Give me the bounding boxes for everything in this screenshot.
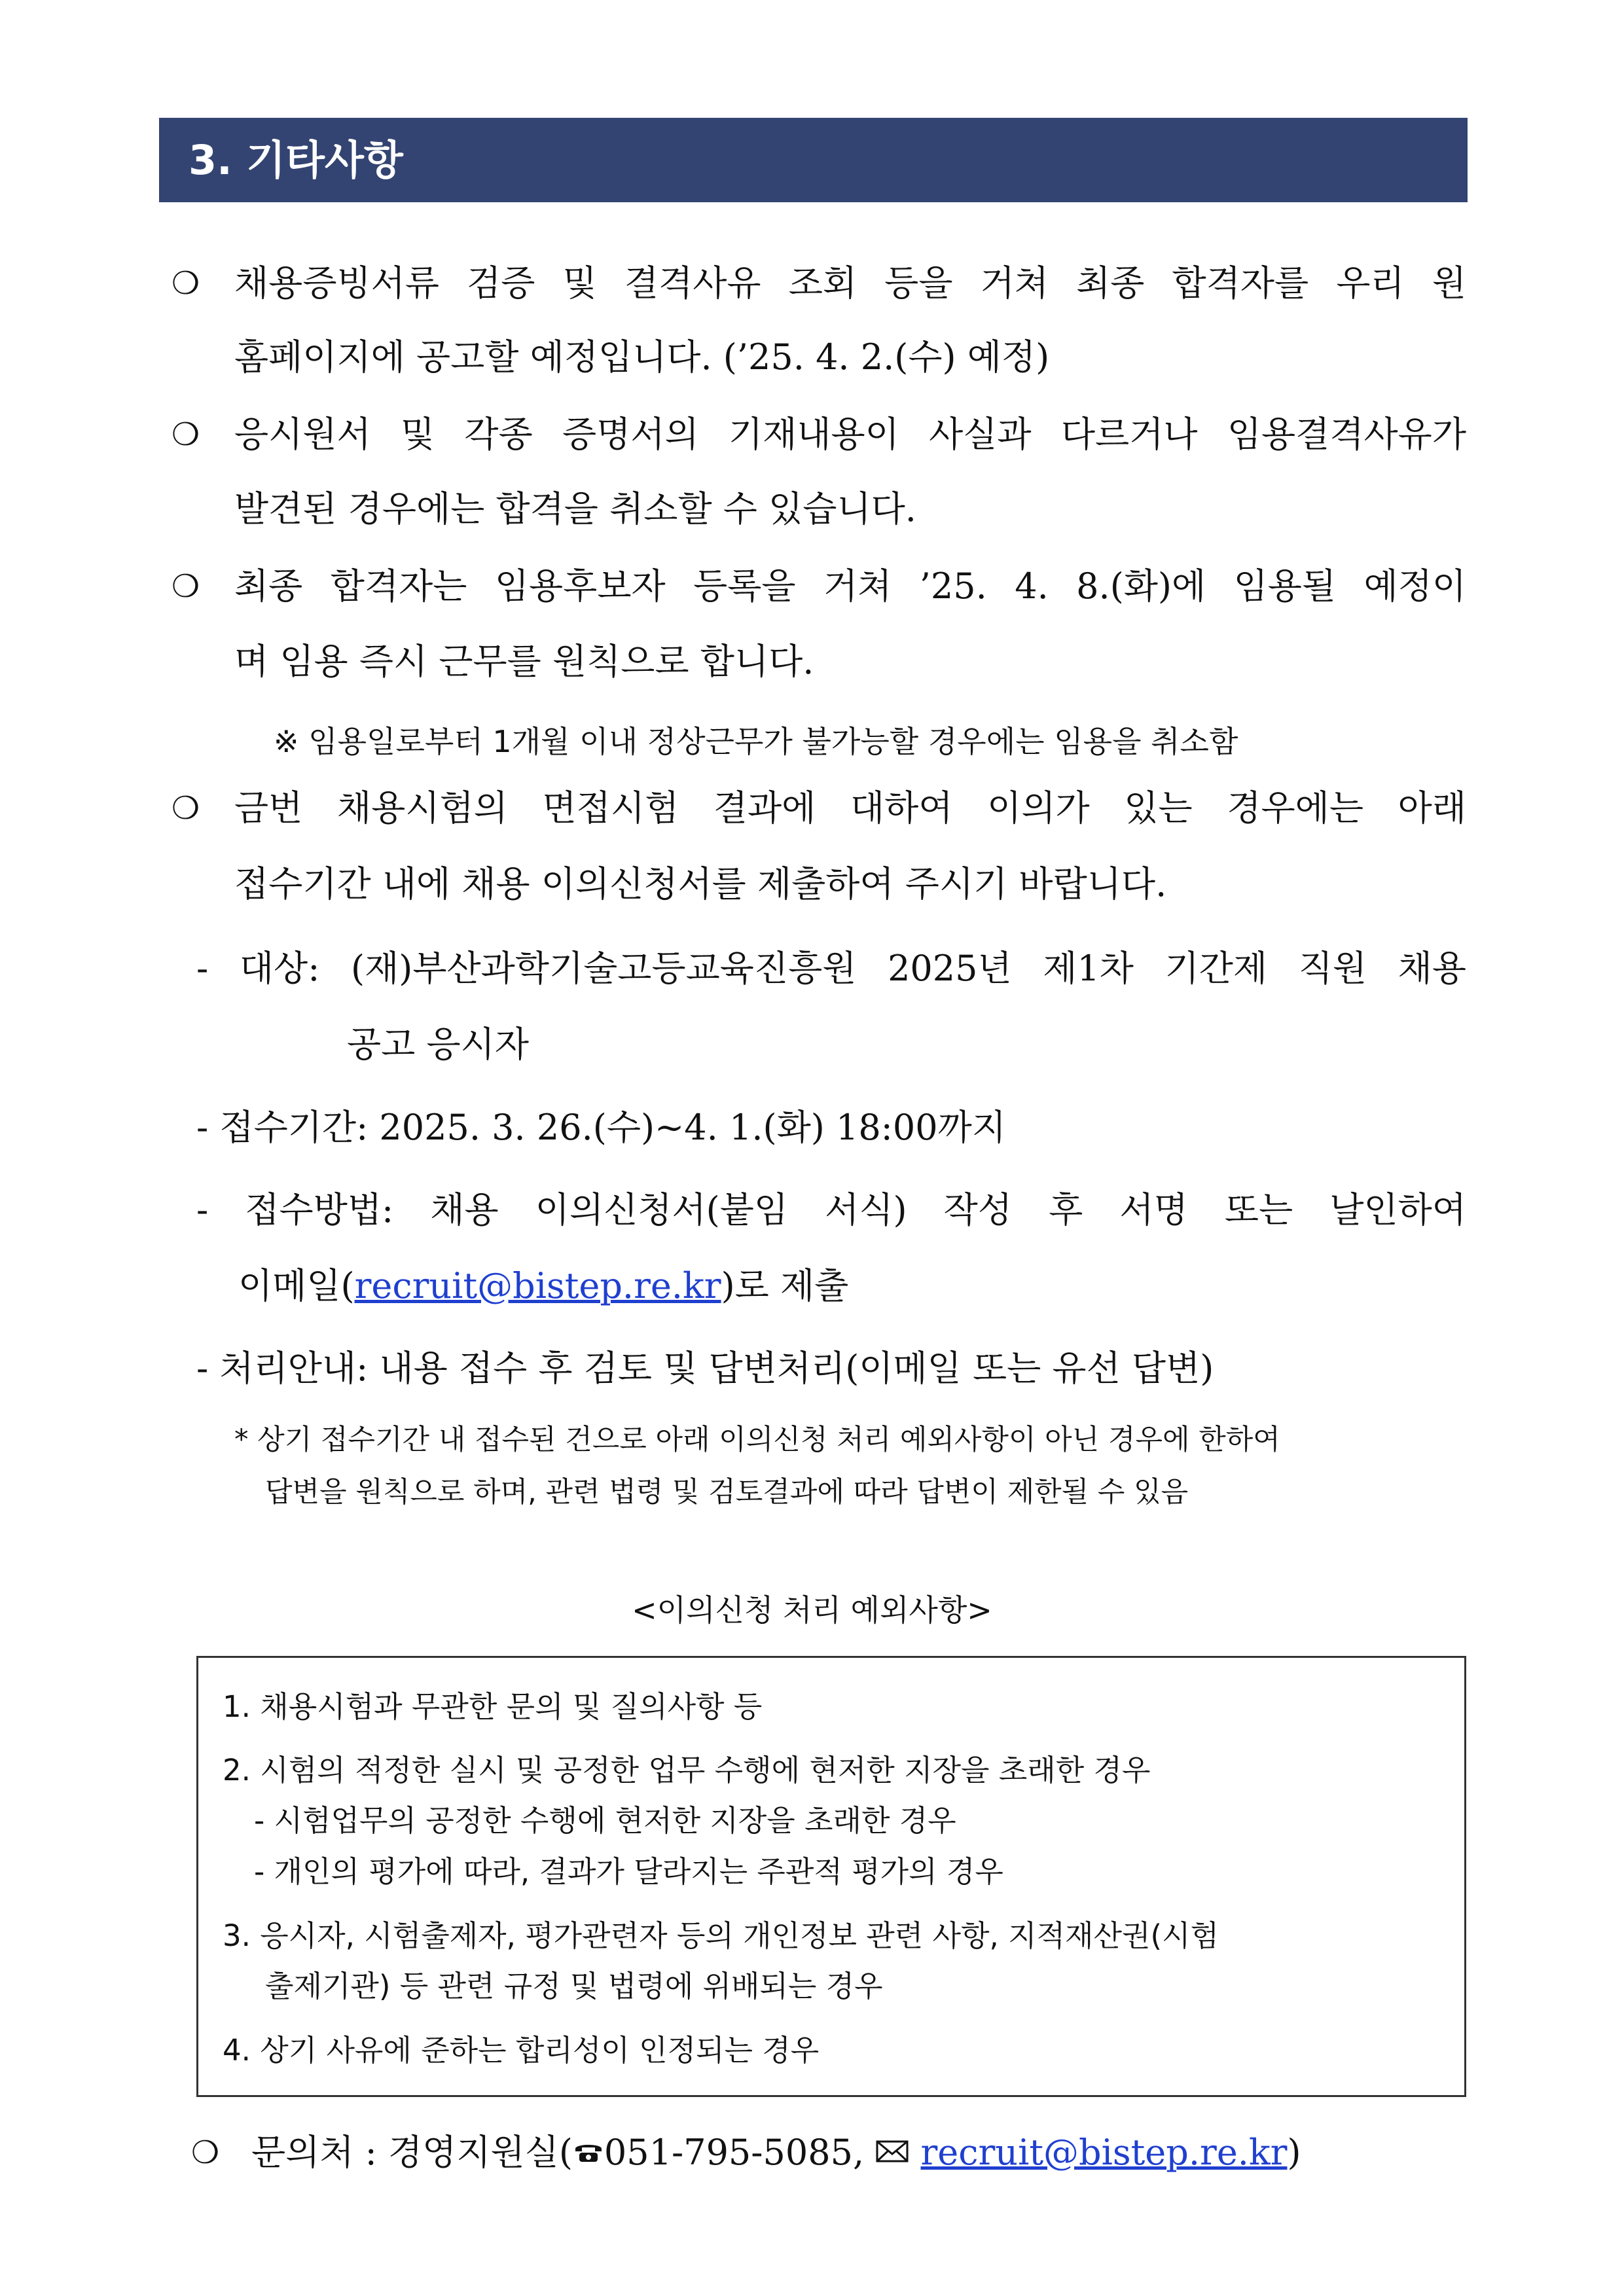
detail-target-line-2: 공고 응시자 [347,1024,529,1065]
item-3-line-2: 며 임용 즉시 근무를 원칙으로 합니다. [234,641,814,682]
contact-phone: 051-795-5085, [604,2132,865,2173]
item-1-line-2: 홈페이지에 공고할 예정입니다. (’25. 4. 2.(수) 예정) [234,336,1050,378]
item-4-line-2: 접수기간 내에 채용 이의신청서를 제출하여 주시기 바랍니다. [234,863,1167,905]
bullet-circle-icon: ❍ [171,568,200,605]
exceptions-title: <이의신청 처리 예외사항> [632,1592,992,1628]
exception-line-1: 1. 채용시험과 무관한 문의 및 질의사항 등 [223,1689,763,1724]
exception-line-2: 2. 시험의 적정한 실시 및 공정한 업무 수행에 현저한 지장을 초래한 경우 [223,1753,1151,1787]
detail-target-line-1: - 대상: (재)부산과학기술고등교육진흥원 2025년 제1차 기간제 직원 채용 [196,948,1466,989]
contact-line [251,2130,1301,2176]
detail-method-line-2 [238,1263,848,1309]
bullet-circle-icon: ❍ [171,790,200,827]
item-1-line-1: 채용증빙서류 검증 및 결격사유 조회 등을 거쳐 최종 합격자를 우리 원 [234,262,1466,304]
exception-line-3: 3. 응시자, 시험출제자, 평가관련자 등의 개인정보 관련 사항, 지적재산권(시험 [223,1918,1219,1953]
detail-method-line-1: - 접수방법: 채용 이의신청서(붙임 서식) 작성 후 서명 또는 날인하여 [196,1189,1466,1230]
appointment-note: ※ 임용일로부터 1개월 이내 정상근무가 불가능할 경우에는 임용을 취소함 [274,724,1238,759]
method-prefix: 이메일( [238,1265,355,1306]
bullet-circle-icon: ❍ [171,265,200,302]
contact-prefix: 문의처 : 경영지원실( [251,2132,573,2173]
exception-line-3b: 출제기관) 등 관련 규정 및 법령에 위배되는 경우 [265,1969,883,2003]
detail-period: - 접수기간: 2025. 3. 26.(수)~4. 1.(화) 18:00까지 [196,1107,1006,1148]
item-2-line-2: 발견된 경우에는 합격을 취소할 수 있습니다. [234,488,916,529]
bullet-circle-icon: ❍ [191,2134,220,2171]
footnote-line-1: * 상기 접수기간 내 접수된 건으로 아래 이의신청 처리 예외사항이 아닌 경우에 한하여 [234,1424,1280,1456]
exception-line-2b: - 개인의 평가에 따라, 결과가 달라지는 주관적 평가의 경우 [254,1854,1003,1889]
section-title: 3. 기타사항 [189,136,403,184]
bullet-circle-icon: ❍ [171,416,200,453]
item-3-line-1: 최종 합격자는 임용후보자 등록을 거쳐 ’25. 4. 8.(화)에 임용될 예정이 [234,565,1466,607]
phone-icon [573,2130,604,2176]
item-4-line-1: 금번 채용시험의 면접시험 결과에 대하여 이의가 있는 경우에는 아래 [234,787,1466,829]
exception-line-2a: - 시험업무의 공정한 수행에 현저한 지장을 초래한 경우 [254,1803,956,1838]
detail-handling: - 처리안내: 내용 접수 후 검토 및 답변처리(이메일 또는 유선 답변) [196,1348,1214,1389]
exception-line-4: 4. 상기 사유에 준하는 합리성이 인정되는 경우 [223,2033,820,2068]
contact-suffix: ) [1287,2132,1301,2173]
item-2-line-1: 응시원서 및 각종 증명서의 기재내용이 사실과 다르거나 임용결격사유가 [234,414,1466,455]
envelope-icon [875,2130,909,2176]
footnote-line-2: 답변을 원칙으로 하며, 관련 법령 및 검토결과에 따라 답변이 제한될 수 있음 [265,1476,1189,1509]
contact-email-link[interactable]: recruit@bistep.re.kr [920,2132,1288,2173]
email-link[interactable]: recruit@bistep.re.kr [354,1265,721,1306]
method-suffix: )로 제출 [721,1265,849,1306]
